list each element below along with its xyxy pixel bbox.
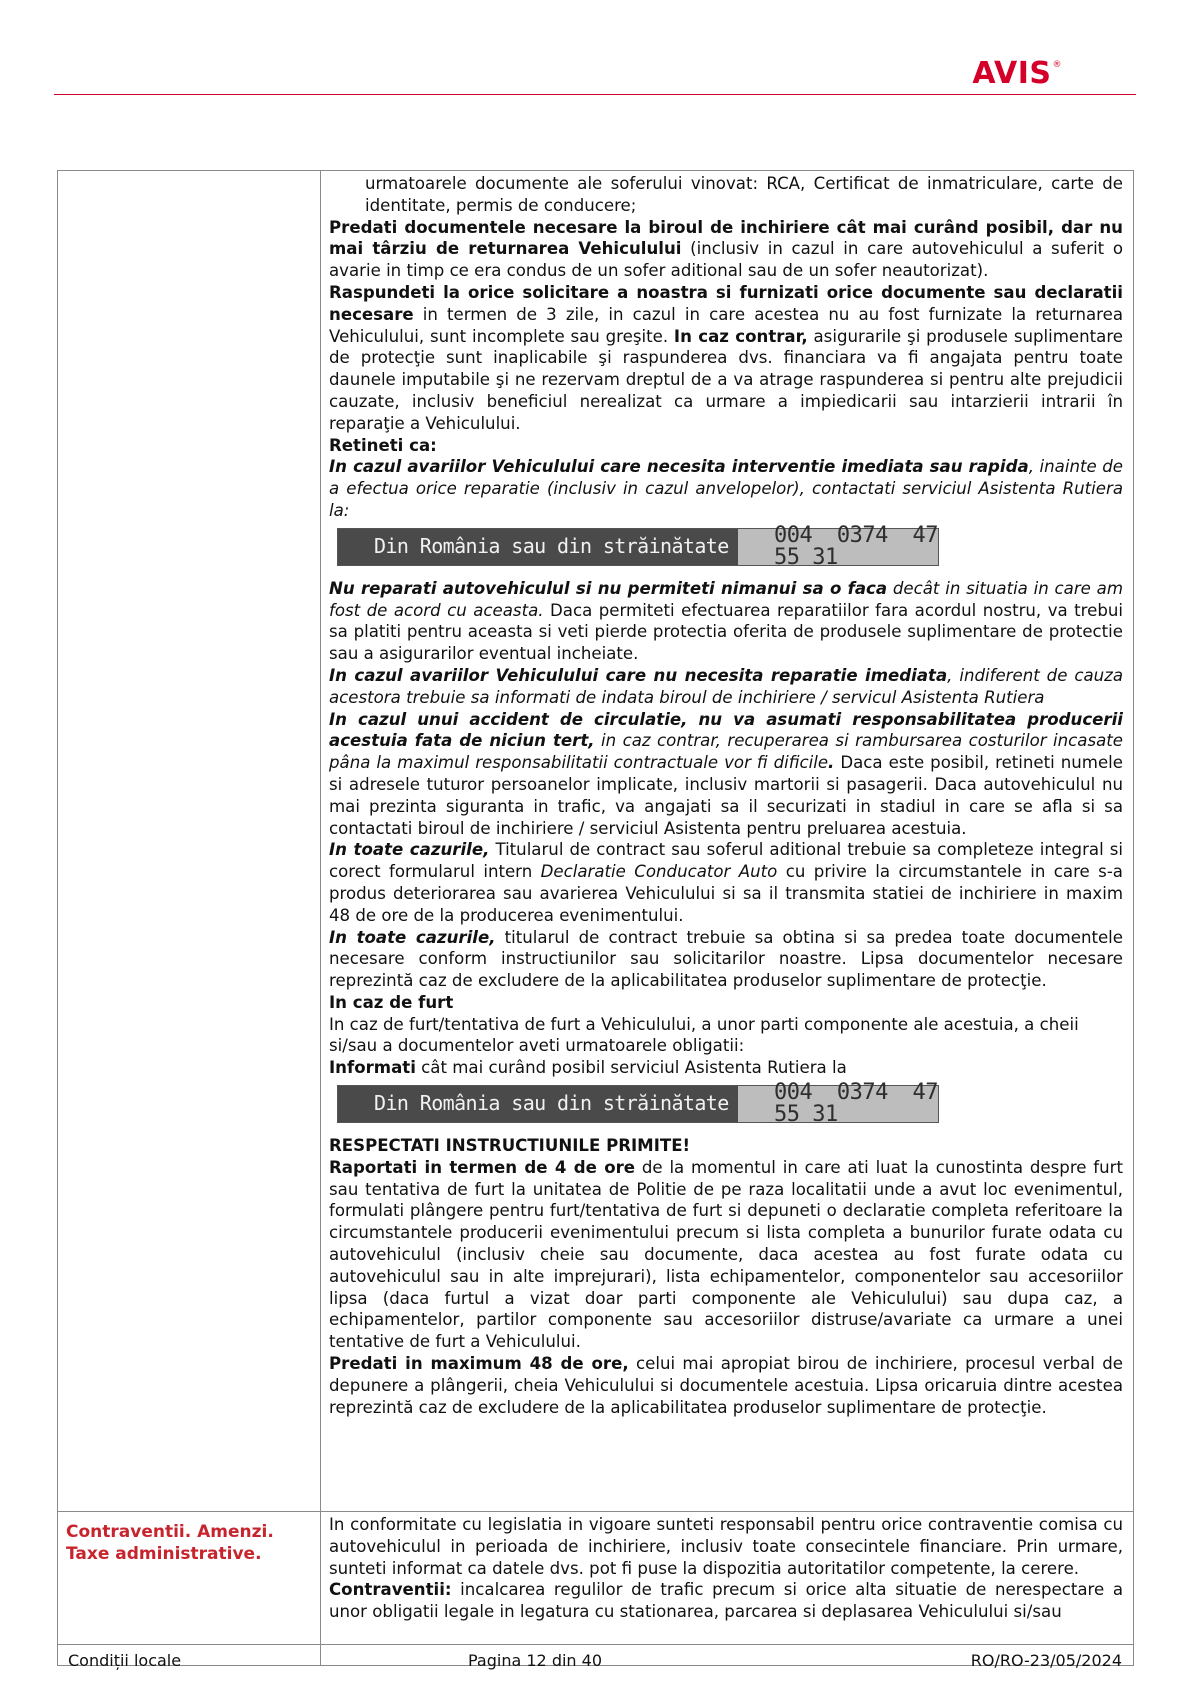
paragraph: Informati cât mai curând posibil serviciul Asistenta Rutiera la bbox=[329, 1058, 847, 1078]
paragraph-heading: In caz de furt bbox=[329, 992, 454, 1012]
phone-banner-number: 004 0374 47 55 31 bbox=[738, 1086, 938, 1122]
paragraph: Predati documentele necesare la biroul de inchiriere cât mai curând posibil, dar nu mai târziu de returnarea Vehiculului (inclusiv in cazul in care autovehiculul a suferit o avarie in timp ce era condus de un sofer aditional sau de un sofer neautorizat). bbox=[329, 217, 1124, 281]
registered-mark: ® bbox=[1052, 60, 1062, 70]
phone-banner-number: 004 0374 47 55 31 bbox=[738, 529, 938, 565]
roadside-assistance-phone-banner bbox=[337, 1080, 939, 1128]
paragraph: urmatoarele documente ale soferului vinovat: RCA, Certificat de inmatriculare, carte de identitate, permis de conducere; bbox=[365, 174, 1123, 215]
paragraph: Contraventii: incalcarea regulilor de trafic precum si orice alta situatie de nerespectare a unor obligatii legale in legatura cu stationarea, parcarea si deplasarea Vehiculului si/sau bbox=[329, 1580, 1123, 1622]
footer-doc-ref: RO/RO-23/05/2024 bbox=[970, 1651, 1122, 1670]
paragraph: Predati in maximum 48 de ore, celui mai apropiat birou de inchiriere, procesul verbal de depunere a plângerii, cheia Vehiculului si documentele acestuia. Lipsa oricaruia dintre acestea reprezintă caz de excludere de la aplicabilitatea produselor suplimentare de protecţie. bbox=[329, 1354, 1123, 1417]
footer-rule bbox=[57, 1644, 1134, 1645]
row-content-cell bbox=[321, 171, 1134, 1512]
conditions-table bbox=[57, 170, 1134, 1666]
table-row bbox=[58, 1512, 1134, 1666]
table-row bbox=[58, 171, 1134, 1512]
row-content-cell bbox=[321, 1512, 1134, 1666]
paragraph: Raspundeti la orice solicitare a noastra si furnizati orice documente sau declaratii necesare in termen de 3 zile, in cazul in care acestea nu au fost furnizate la returnarea Vehiculului, sunt incomplete sau greşite. In caz contrar, asigurarile şi produsele suplimentare de protecţie sunt inaplicabile şi raspunderea dvs. financiara va fi angajata pentru toate daunele imputabile şi ne rezervam dreptul de a va atrage raspunderea si pentru alte prejudicii cauzate, inclusiv beneficiul nerealizat ca urmare a impiedicarii sau intarzierii intrarii în reparaţie a Vehiculului. bbox=[329, 282, 1123, 433]
paragraph: In cazul avariilor Vehiculului care necesita interventie imediata sau rapida, inainte de a efectua orice reparatie (inclusiv in cazul anvelopelor), contactati serviciul Asistenta Rutiera la: bbox=[329, 457, 1123, 520]
roadside-assistance-phone-banner bbox=[337, 522, 939, 570]
paragraph: In conformitate cu legislatia in vigoare sunteti responsabil pentru orice contraventie comisa cu autovehiculul in perioada de inchiriere, inclusiv toate consecintele financiare. Prin urmare, sunteti informat ca datele dvs. pot fi puse la dispozitia autoritatilor competente, la cerere. bbox=[329, 1515, 1123, 1578]
logo-text: AVIS bbox=[972, 56, 1052, 91]
paragraph: In cazul unui accident de circulatie, nu va asumati responsabilitatea producerii acestuia fata de niciun tert, in caz contrar, recuperarea si rambursarea costurilor incasate pâna la maximul responsabilitatii contractuale vor fi dificile. Daca este posibil, retineti numele si adresele tuturor persoanelor implicate, inclusiv martorii si pasagerii. Daca autovehiculul nu mai prezinta siguranta in trafic, va angajati sa il securizati in stadiul in care se afla si sa contactati biroul de inchiriere / serviciul Asistenta pentru preluarea acestuia. bbox=[329, 709, 1123, 838]
paragraph-heading: RESPECTATI INSTRUCTIUNILE PRIMITE! bbox=[329, 1136, 691, 1156]
row-label-cell bbox=[58, 171, 321, 1512]
page-footer bbox=[68, 1651, 1122, 1671]
footer-page-number: Pagina 12 din 40 bbox=[468, 1651, 602, 1670]
paragraph: In caz de furt/tentativa de furt a Vehiculului, a unor parti componente ale acestuia, a cheii si/sau a documentelor aveti urmatoarele obligatii: bbox=[329, 1014, 1079, 1056]
phone-banner-label: Din România sau din străinătate bbox=[338, 1086, 738, 1122]
row-label-cell bbox=[58, 1512, 321, 1666]
paragraph-heading: Retineti ca: bbox=[329, 435, 437, 455]
section-label: Contraventii. Amenzi. Taxe administrative. bbox=[66, 1522, 274, 1564]
footer-doc-title: Condiții locale bbox=[68, 1651, 182, 1670]
paragraph: In toate cazurile, titularul de contract trebuie sa obtina si sa predea toate documentele necesare conform instructiunilor sau solicitarilor noastre. Lipsa documentelor necesare reprezintă caz de excludere de la aplicabilitatea produselor suplimentare de protecţie. bbox=[329, 927, 1123, 991]
paragraph: In toate cazurile, Titularul de contract sau soferul aditional trebuie sa completeze integral si corect formularul intern Declaratie Conducator Auto cu privire la circumstantele in care s-a produs deteriorarea sau avarierea Vehiculului si sa il transmita statiei de inchiriere in maxim 48 de ore de la producerea evenimentului. bbox=[329, 840, 1123, 925]
phone-banner-label: Din România sau din străinătate bbox=[338, 529, 738, 565]
header-rule bbox=[54, 94, 1136, 95]
paragraph: Nu reparati autovehiculul si nu permiteti nimanui sa o faca decât in situatia in care am fost de acord cu aceasta. Daca permiteti efectuarea reparatiilor fara acordul nostru, va trebui sa platiti pentru aceasta si veti pierde protectia oferita de produsele suplimentare de protectie sau a asigurarilor eventual incheiate. bbox=[329, 578, 1124, 664]
paragraph: Raportati in termen de 4 de ore de la momentul in care ati luat la cunostinta despre furt sau tentativa de furt la unitatea de Politie de pe raza localitatii unde a avut loc evenimentul, formulati plângere pentru furt/tentativa de furt si depuneti o declaratie completa referitoare la circumstantele producerii evenimentului precum si lista completa a bunurilor furate odata cu autovehiculul (inclusiv cheie sau documente, daca acestea au fost furate odata cu autovehiculul sau in alte imprejurari), lista echipamentelor, componentelor sau accesoriilor lipsa (daca furtul a vizat doar parti componente ale Vehiculului) sau dupa caz, a echipamentelor, partilor componente sau accesoriilor distruse/avariate ca urmare a unei tentative de furt a Vehiculului. bbox=[329, 1157, 1123, 1352]
paragraph: In cazul avariilor Vehiculului care nu necesita reparatie imediata, indiferent de cauza acestora trebuie sa informati de indata biroul de inchiriere / servicul Asistenta Rutiera bbox=[329, 665, 1124, 707]
avis-logo bbox=[972, 56, 1062, 91]
